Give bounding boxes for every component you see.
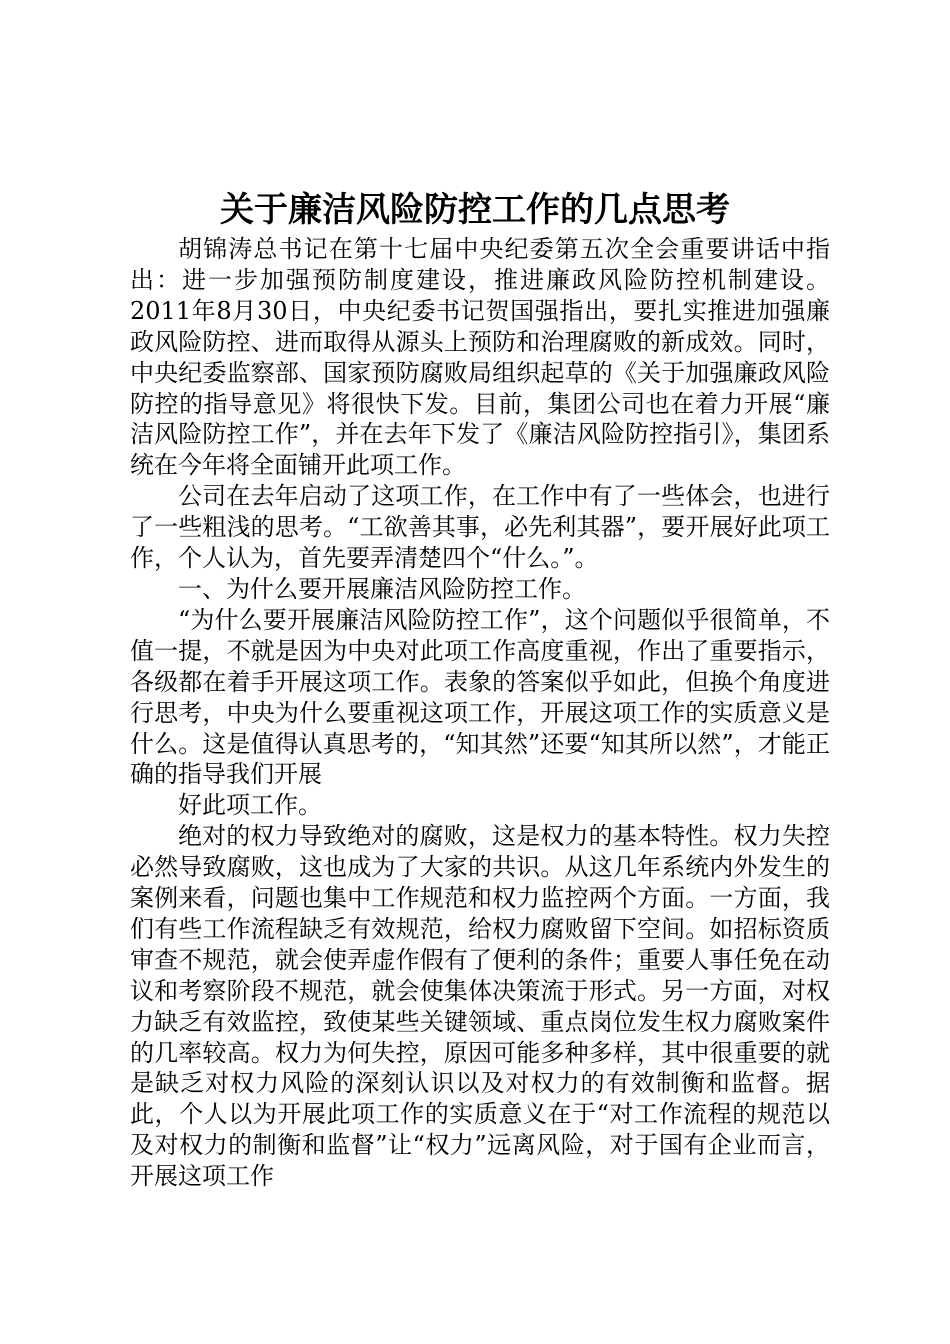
paragraph-why: “为什么要开展廉洁风险防控工作”，这个问题似乎很简单，不值一提，不就是因为中央对此项工作高度重视，作出了重要指示，各级都在着手开展这项工作。表象的答案似乎如此，但换个角度进行思考，中央为什么要重视这项工作，开展这项工作的实质意义是什么。这是值得认真思考的，“知其然”还要“知其所以然”，才能正确的指导我们开展 (130, 605, 830, 789)
document-body (130, 234, 830, 1192)
section-heading-1: 一、为什么要开展廉洁风险防控工作。 (178, 574, 586, 603)
paragraph-why-continued: 好此项工作。 (178, 791, 322, 820)
document-title: 关于廉洁风险防控工作的几点思考 (220, 190, 730, 230)
paragraph-intro: 胡锦涛总书记在第十七届中央纪委第五次全会重要讲话中指出：进一步加强预防制度建设，推进廉政风险防控机制建设。2011年8月30日，中央纪委书记贺国强指出，要扎实推进加强廉政风险防控、进而取得从源头上预防和治理腐败的新成效。同时，中央纪委监察部、国家预防腐败局组织起草的《关于加强廉政风险防控的指导意见》将很快下发。目前，集团公司也在着力开展“廉洁风险防控工作”，并在去年下发了《廉洁风险防控指引》，集团系统在今年将全面铺开此项工作。 (130, 235, 830, 480)
paragraph-power: 绝对的权力导致绝对的腐败，这是权力的基本特性。权力失控必然导致腐败，这也成为了大家的共识。从这几年系统内外发生的案例来看，问题也集中工作规范和权力监控两个方面。一方面，我们有些工作流程缺乏有效规范，给权力腐败留下空间。如招标资质审查不规范，就会使弄虚作假有了便利的条件；重要人事任免在动议和考察阶段不规范，就会使集体决策流于形式。另一方面，对权力缺乏有效监控，致使某些关键领域、重点岗位发生权力腐败案件的几率较高。权力为何失控，原因可能多种多样，其中很重要的就是缺乏对权力风险的深刻认识以及对权力的有效制衡和监督。据此，个人以为开展此项工作的实质意义在于“对工作流程的规范以及对权力的制衡和监督”让“权力”远离风险，对于国有企业而言，开展这项工作 (130, 822, 830, 1191)
paragraph-experience: 公司在去年启动了这项工作，在工作中有了一些体会，也进行了一些粗浅的思考。“工欲善其事，必先利其器”，要开展好此项工作，个人认为，首先要弄清楚四个“什么。”。 (130, 482, 830, 573)
